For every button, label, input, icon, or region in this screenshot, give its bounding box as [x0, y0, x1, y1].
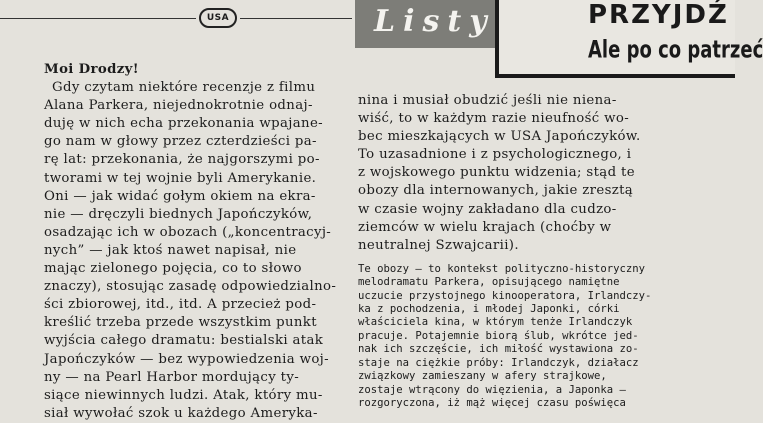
letter-line: z wojskowego punktu widzenia; stąd te [358, 165, 635, 181]
letter-line: wiść, to w każdym razie nieufność wo- [358, 111, 630, 127]
section-title: Listy [374, 4, 495, 39]
header-rule-left [0, 18, 196, 19]
editorial-reply-line: zostaje wtrącony do więzienia, a Japonka — [358, 383, 626, 396]
letter-greeting: Moi Drodzy! [44, 62, 139, 77]
letter-line: Oni — jak widać gołym okiem na ekra- [44, 188, 316, 204]
letter-line: nie — dręczyli biednych Japończyków, [44, 206, 313, 222]
letter-line: bec mieszkających w USA Japończyków. [358, 129, 641, 145]
letter-line: siące niewinnych ludzi. Atak, który mu- [44, 387, 323, 403]
editorial-reply-line: melodramatu Parkera, opisującego namiętne [358, 276, 620, 289]
letter-line: ny — na Pearl Harbor mordujący ty- [44, 369, 300, 385]
letter-line: ści zbiorowej, itd., itd. A przecież pod- [44, 297, 317, 313]
editorial-reply-line: nak ich szczęście, ich miłość wystawiona zo- [358, 343, 639, 356]
letter-line: osadzając ich w obozach („koncentracyj- [44, 224, 332, 240]
letter-line: ziemców w wielu krajach (choćby w [358, 219, 612, 235]
letter-line: Japończyków — bez wypowiedzenia woj- [44, 351, 329, 367]
letter-line: obozy dla internowanych, jakie zresztą [358, 183, 634, 199]
paragraph-gap [358, 255, 684, 263]
advert-headline: PRZYJDŹ [588, 0, 729, 30]
letter-line: rę lat: przekonania, że najgorszymi po- [44, 152, 320, 168]
editorial-reply-line: staje na ciężkie próby: Irlandczyk, działacz [358, 356, 639, 369]
letter-line: wyjścia całego dramatu: bestialski atak [44, 333, 324, 349]
letter-line: mając zielonego pojęcia, co to słowo [44, 261, 302, 277]
letter-line: kreślić trzeba przede wszystkim punkt [44, 315, 317, 331]
header-rule-mid [240, 18, 352, 19]
letter-line: nina i musiał obudzić jeśli nie niena- [358, 93, 617, 108]
advert-subheadline: Ale po co patrzeć [588, 36, 763, 65]
editorial-reply-line: rozgoryczona, iż mąż więcej czasu poświęca [358, 396, 626, 409]
editorial-reply-line: właściciela kina, w którym tenże Irlandczyk [358, 316, 633, 329]
letter-column-right [358, 92, 684, 410]
letter-line: znaczy), stosując zasadę odpowiedzialno- [44, 279, 337, 295]
letter-line: nych” — jak ktoś nawet napisał, nie [44, 242, 297, 258]
letter-line: neutralnej Szwajcarii). [358, 237, 519, 253]
letter-line: Alana Parkera, niejednokrotnie odnaj- [44, 98, 313, 114]
letter-line: go nam w głowy przez czterdzieści pa- [44, 134, 317, 150]
letter-line: tworami w tej wojnie byli Amerykanie. [44, 170, 317, 186]
usa-badge: USA [199, 8, 237, 28]
editorial-reply-line: pracuje. Potajemnie biorą ślub, wkrótce jed- [358, 329, 639, 342]
letter-line: duję w nich echa przekonania wpajane- [44, 116, 324, 132]
letter-line: Gdy czytam niektóre recenzje z filmu [52, 80, 316, 96]
editorial-reply-line: Te obozy — to kontekst polityczno-historyczny [358, 262, 646, 275]
letter-line: w czasie wojny zakładano dla cudzo- [358, 201, 617, 217]
editorial-reply-line: uczucie przystojnego kinooperatora, Irlandczy- [358, 289, 652, 302]
editorial-reply-line: ka z pochodzenia, i młodej Japonki, córki [358, 303, 620, 316]
letter-line: To uzasadnione i z psychologicznego, i [358, 147, 632, 163]
letter-column-left [44, 61, 348, 423]
letter-line: siał wywołać szok u każdego Ameryka- [44, 405, 318, 421]
editorial-reply-line: związkowy zamieszany w afery strajkowe, [358, 370, 607, 383]
